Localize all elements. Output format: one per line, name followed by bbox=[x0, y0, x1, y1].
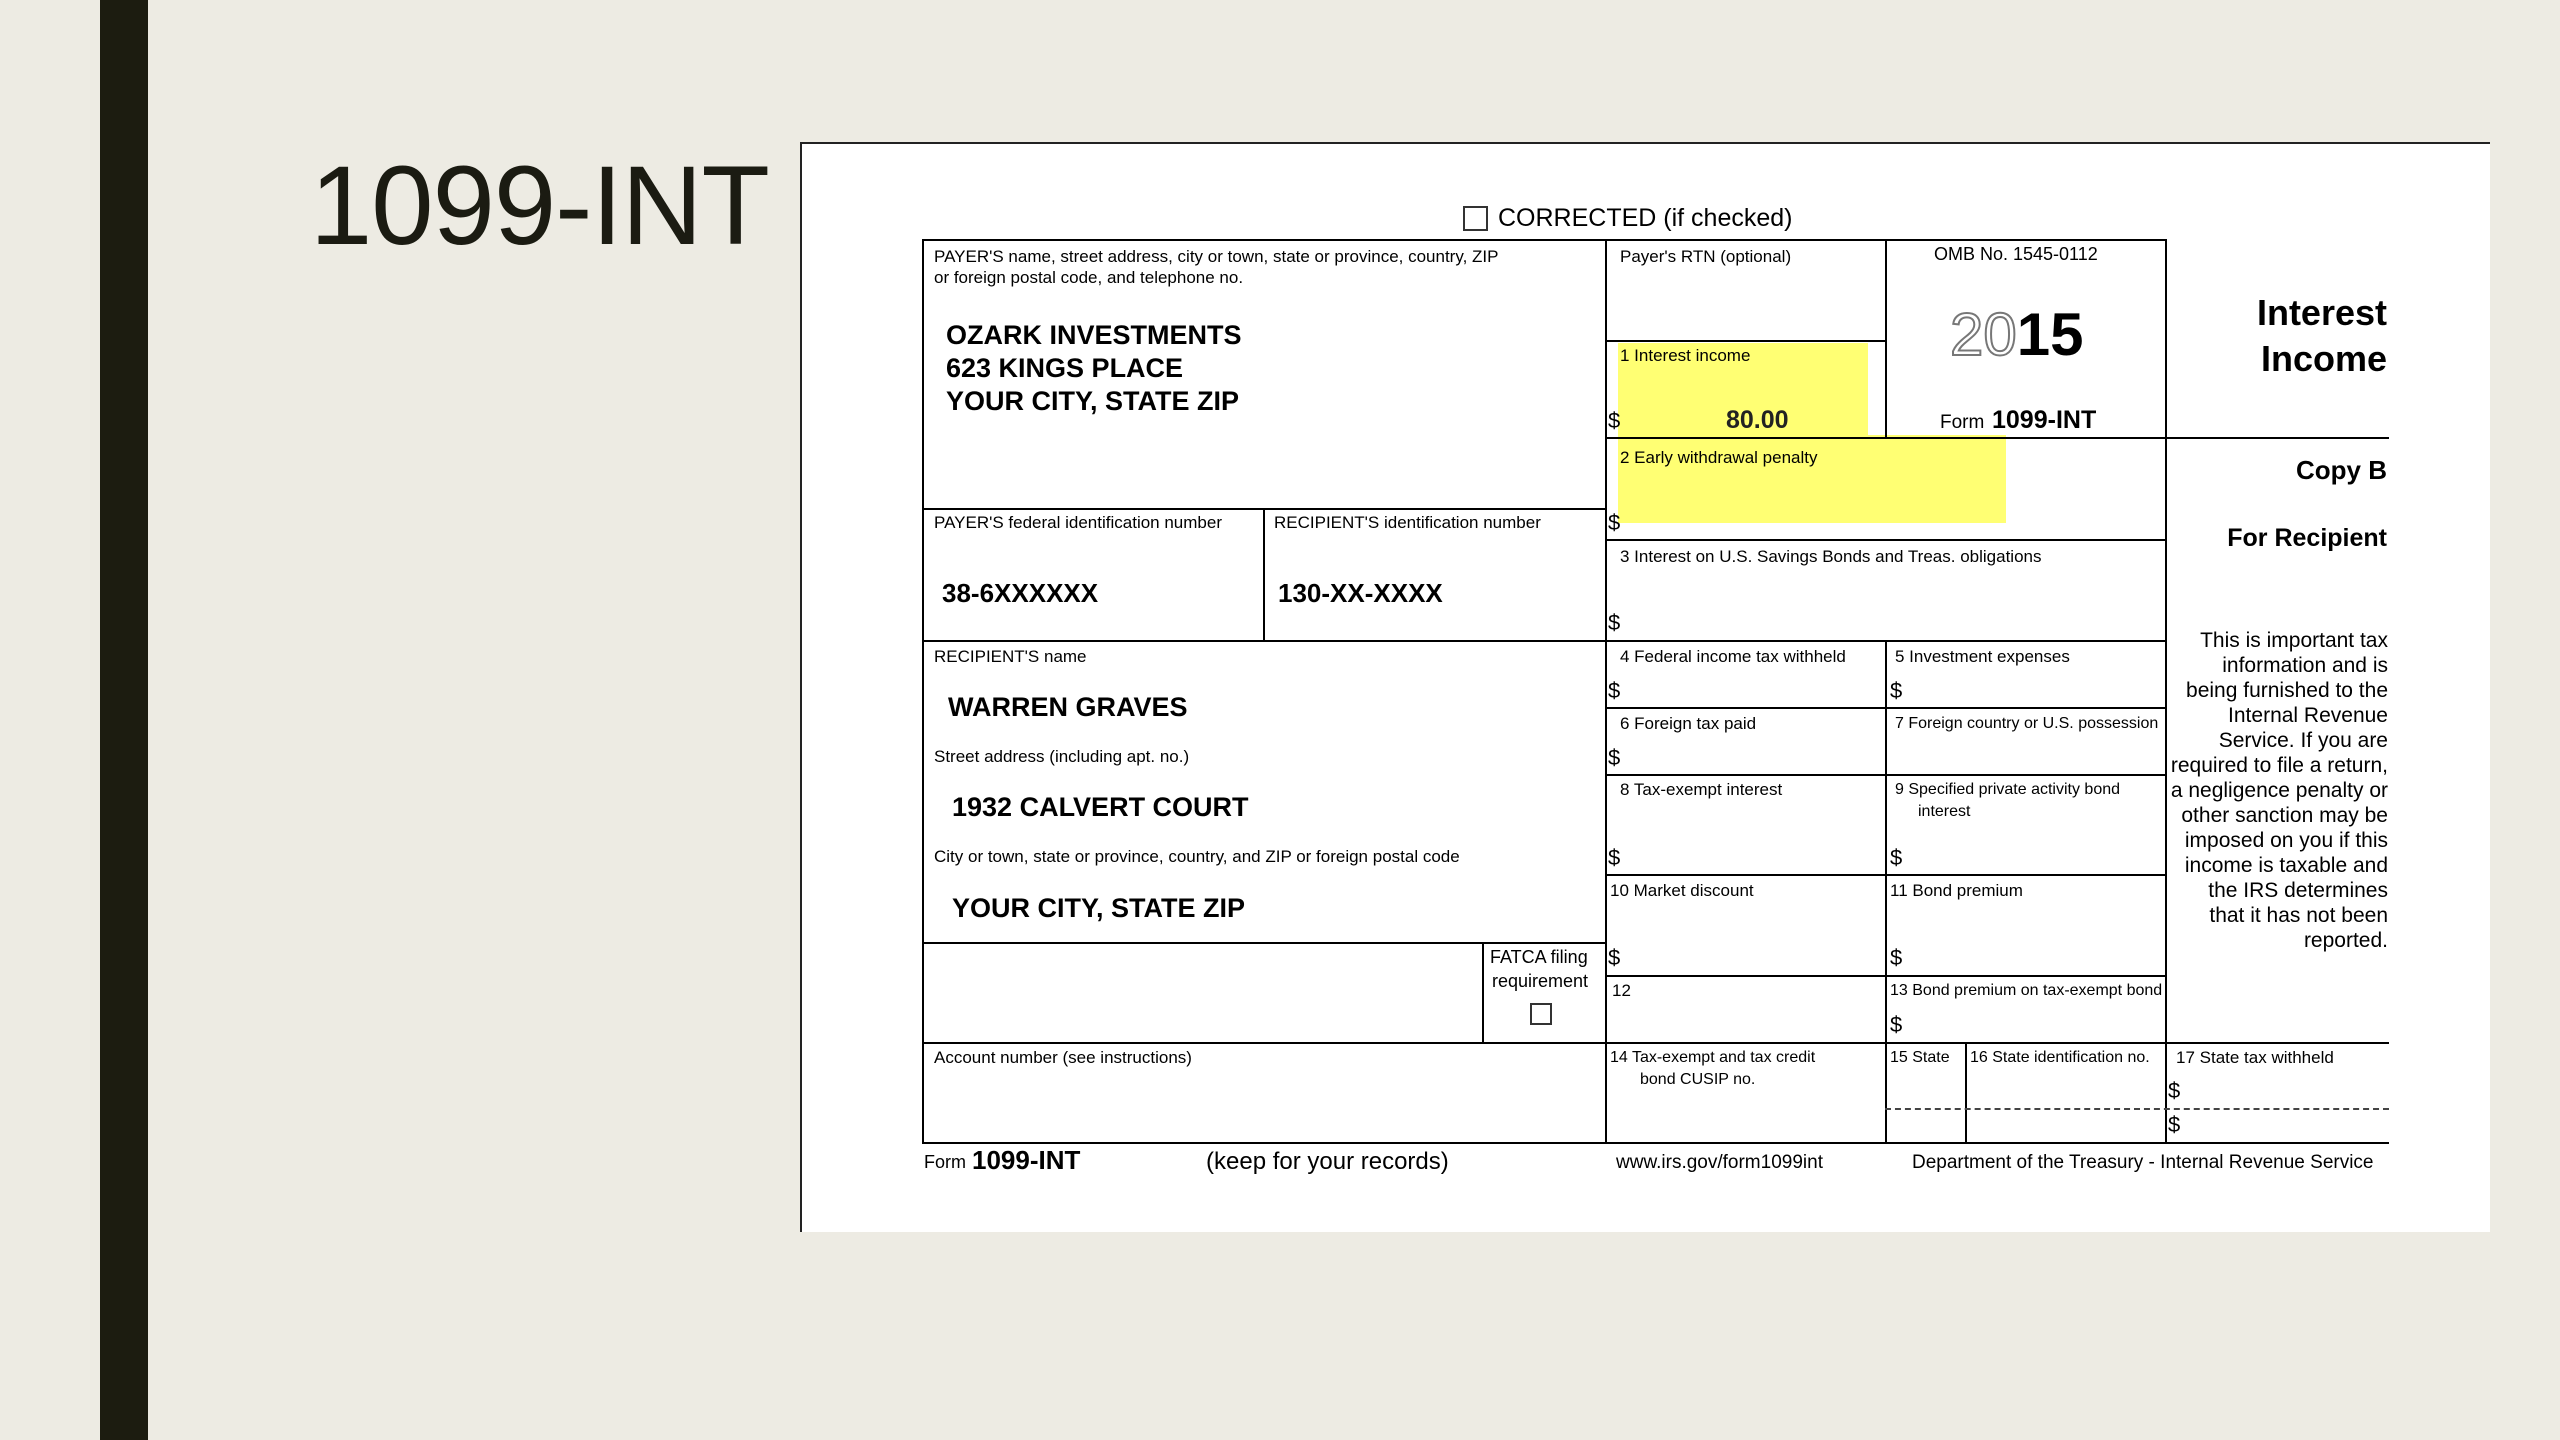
box6-label: 6 Foreign tax paid bbox=[1620, 714, 1757, 733]
omb-label: OMB No. 1545-0112 bbox=[1934, 244, 2098, 264]
city-value: YOUR CITY, STATE ZIP bbox=[952, 893, 1246, 923]
box1-dollar: $ bbox=[1608, 408, 1621, 433]
notice-text: This is important tax information and is being furnished to the Internal Revenue Service. If you are required to file a return, a negligence penalty or other sanction may be imposed on you if this income is taxable and the IRS determines that it has not been reported. bbox=[2170, 629, 2388, 952]
box4-label: 4 Federal income tax withheld bbox=[1620, 647, 1846, 666]
box3-label: 3 Interest on U.S. Savings Bonds and Treas. obligations bbox=[1620, 547, 2042, 566]
column-divider-boxes bbox=[1885, 640, 1887, 1142]
row-line-payer bbox=[922, 508, 1607, 510]
box1-value: 80.00 bbox=[1726, 406, 1789, 434]
box14-label-1: 14 Tax-exempt and tax credit bbox=[1610, 1049, 1816, 1066]
box2-dollar: $ bbox=[1608, 510, 1621, 535]
column-divider-state bbox=[1965, 1042, 1967, 1142]
form-left-border bbox=[922, 239, 924, 1144]
box11-label: 11 Bond premium bbox=[1890, 881, 2023, 900]
box17-dollar-2: $ bbox=[2168, 1112, 2181, 1137]
fatca-label-1: FATCA filing bbox=[1490, 947, 1588, 967]
row-line-rtn bbox=[1605, 340, 1887, 342]
row-line-box10 bbox=[1605, 975, 2167, 977]
box10-dollar: $ bbox=[1608, 945, 1621, 970]
box6-dollar: $ bbox=[1608, 745, 1621, 770]
row-line-box2 bbox=[1605, 539, 2167, 541]
box17-dollar-1: $ bbox=[2168, 1078, 2181, 1103]
box3-dollar: $ bbox=[1608, 610, 1621, 635]
city-label: City or town, state or province, country, and ZIP or foreign postal code bbox=[934, 847, 1460, 866]
box5-dollar: $ bbox=[1890, 678, 1903, 703]
footer-form-name: 1099-INT bbox=[972, 1145, 1081, 1175]
payer-street: 623 KINGS PLACE bbox=[946, 353, 1184, 383]
title-interest: Interest bbox=[2256, 292, 2387, 333]
street-value: 1932 CALVERT COURT bbox=[952, 792, 1249, 822]
row-line-recipient bbox=[922, 942, 1607, 944]
column-divider-ids bbox=[1263, 509, 1265, 640]
form-top-border bbox=[922, 239, 2167, 241]
recipient-name: WARREN GRAVES bbox=[948, 692, 1188, 722]
box11-dollar: $ bbox=[1890, 945, 1903, 970]
footer-dept: Department of the Treasury - Internal Revenue Service bbox=[1912, 1152, 2374, 1173]
box2-label: 2 Early withdrawal penalty bbox=[1620, 448, 1818, 467]
box8-label: 8 Tax-exempt interest bbox=[1620, 780, 1783, 799]
corrected-checkbox[interactable] bbox=[1463, 206, 1488, 231]
footer-url: www.irs.gov/form1099int bbox=[1616, 1152, 1823, 1173]
row-line-box1 bbox=[1605, 437, 2389, 439]
payer-rtn-label: Payer's RTN (optional) bbox=[1620, 247, 1792, 266]
box8-dollar: $ bbox=[1608, 845, 1621, 870]
form-word-top: Form bbox=[1940, 412, 1985, 433]
box4-dollar: $ bbox=[1608, 678, 1621, 703]
account-label: Account number (see instructions) bbox=[934, 1048, 1192, 1067]
row-line-box4 bbox=[1605, 707, 2167, 709]
box10-label: 10 Market discount bbox=[1610, 881, 1754, 900]
copy-b-label: Copy B bbox=[2296, 455, 2387, 485]
footer-form-word: Form bbox=[924, 1152, 966, 1172]
year-bold: 15 bbox=[2016, 301, 2084, 368]
corrected-label: CORRECTED (if checked) bbox=[1498, 204, 1793, 232]
column-divider-main bbox=[1605, 239, 1607, 1144]
box9-dollar: $ bbox=[1890, 845, 1903, 870]
left-accent-bar bbox=[100, 0, 148, 1440]
fatca-checkbox[interactable] bbox=[1530, 1003, 1552, 1025]
box12-label: 12 bbox=[1612, 981, 1631, 1000]
box7-label: 7 Foreign country or U.S. possession bbox=[1895, 715, 2159, 732]
year-outline: 20 bbox=[1950, 301, 2017, 368]
row-line-account bbox=[922, 1042, 2389, 1044]
payer-name: OZARK INVESTMENTS bbox=[946, 320, 1242, 350]
corrected-row bbox=[1463, 204, 1793, 233]
column-divider-right bbox=[2165, 239, 2167, 1144]
box5-label: 5 Investment expenses bbox=[1895, 647, 2070, 666]
column-divider-omb bbox=[1885, 239, 1887, 437]
row-line-ids bbox=[922, 640, 2167, 642]
row-line-box8 bbox=[1605, 874, 2167, 876]
box13-label: 13 Bond premium on tax-exempt bond bbox=[1890, 982, 2163, 999]
footer-keep: (keep for your records) bbox=[1206, 1148, 1449, 1175]
payer-label-2: or foreign postal code, and telephone no. bbox=[934, 268, 1244, 287]
box16-label: 16 State identification no. bbox=[1970, 1049, 2150, 1066]
form-name-top: 1099-INT bbox=[1992, 406, 2097, 434]
title-income: Income bbox=[2260, 338, 2387, 379]
box9-label-2: interest bbox=[1918, 803, 1971, 820]
box14-label-2: bond CUSIP no. bbox=[1640, 1071, 1756, 1088]
recipient-id-label: RECIPIENT'S identification number bbox=[1274, 513, 1541, 532]
recipient-id: 130-XX-XXXX bbox=[1278, 578, 1443, 608]
box1-label: 1 Interest income bbox=[1620, 346, 1751, 365]
payer-city: YOUR CITY, STATE ZIP bbox=[946, 386, 1240, 416]
box15-label: 15 State bbox=[1890, 1049, 1950, 1066]
box17-label: 17 State tax withheld bbox=[2176, 1048, 2334, 1067]
row-line-box6 bbox=[1605, 774, 2167, 776]
fatca-label-2: requirement bbox=[1492, 971, 1589, 991]
slide-title: 1099-INT bbox=[310, 143, 769, 268]
form-bottom-border bbox=[922, 1142, 2389, 1144]
state-row-divider bbox=[1885, 1108, 2389, 1110]
form-year bbox=[1950, 300, 2084, 369]
payer-fed-id-label: PAYER'S federal identification number bbox=[934, 513, 1222, 532]
street-label: Street address (including apt. no.) bbox=[934, 747, 1190, 766]
box9-label-1: 9 Specified private activity bond bbox=[1895, 781, 2121, 798]
for-recipient-label: For Recipient bbox=[2227, 524, 2387, 552]
payer-fed-id: 38-6XXXXXX bbox=[942, 578, 1099, 608]
payer-label-1: PAYER'S name, street address, city or town, state or province, country, ZIP bbox=[934, 247, 1499, 266]
column-divider-fatca bbox=[1482, 942, 1484, 1042]
box13-dollar: $ bbox=[1890, 1012, 1903, 1037]
recipient-name-label: RECIPIENT'S name bbox=[934, 647, 1087, 666]
